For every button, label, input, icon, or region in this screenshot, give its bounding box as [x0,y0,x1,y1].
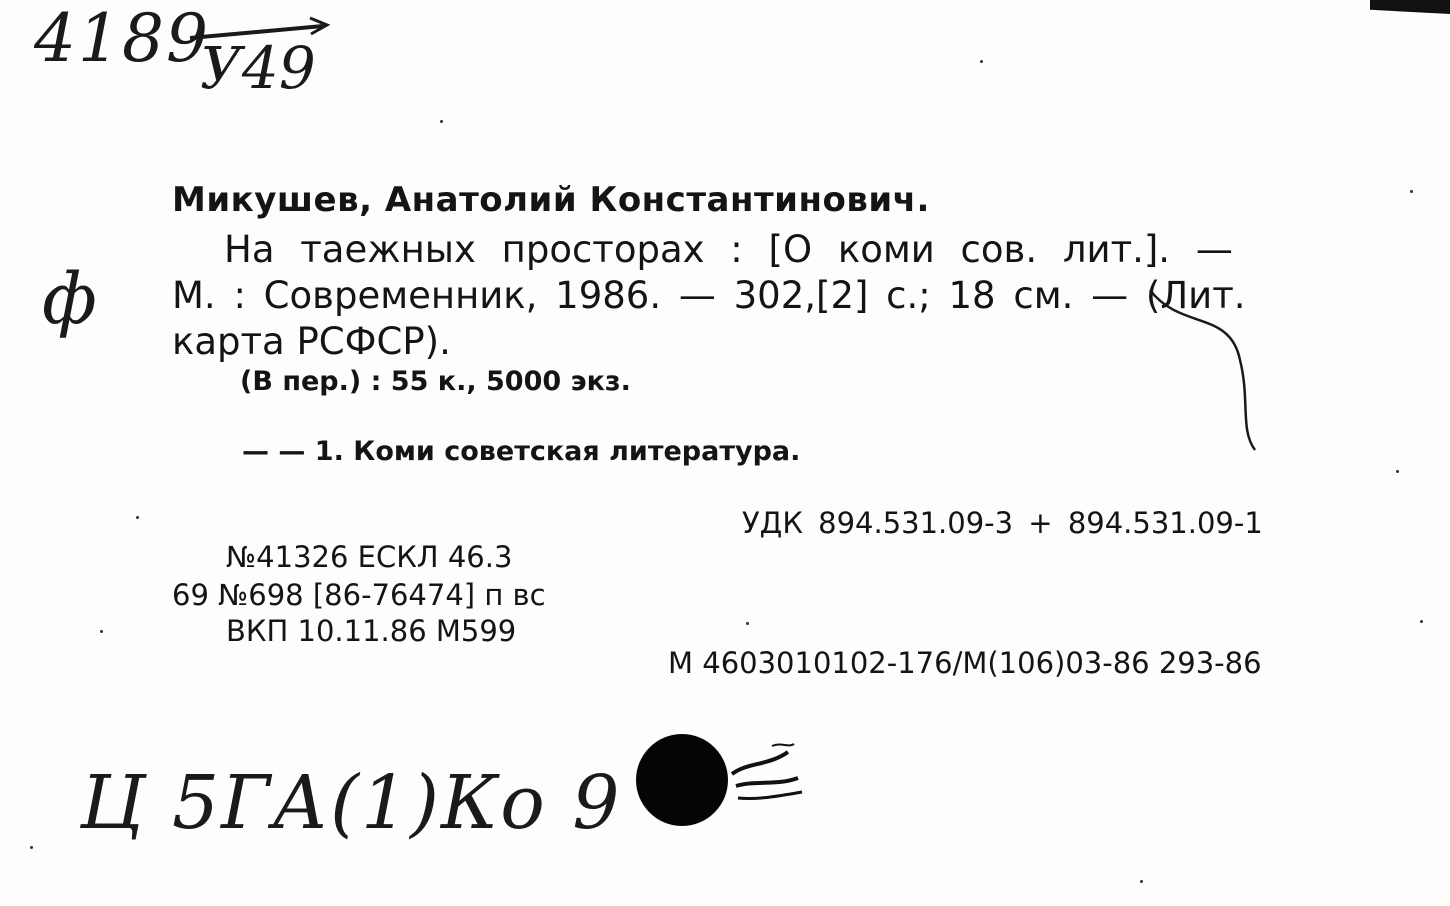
scan-speck [30,846,33,849]
pen-stroke [1140,270,1270,460]
scan-speck [136,516,139,519]
index-code: М 4603010102-176/М(106)03-86 293-86 [668,646,1262,680]
handwritten-number: 4189 [34,0,210,77]
catalog-line-2: 69 №698 [86-76474] п вс [172,578,546,612]
scan-speck [980,60,983,63]
scan-speck [1410,190,1413,193]
binding-price: (В пер.) : 55 к., 5000 экз. [240,366,631,397]
scan-speck [1140,880,1143,883]
catalog-line-3: ВКП 10.11.86 М599 [226,614,517,648]
title-line-2: М. : Современник, 1986. — 302,[2] с.; 18 см. — (Лит. [172,274,1246,317]
title-line-1: На таежных просторах : [О коми сов. лит.]. — [224,228,1233,271]
scan-speck [440,120,443,123]
handwritten-code: У49 [200,34,316,102]
scan-speck [1420,620,1423,623]
udk-code: УДК 894.531.09-3 + 894.531.09-1 [742,506,1263,540]
handwritten-margin-mark: ф [42,258,97,340]
punch-smudge [728,742,808,812]
catalog-line-1: №41326 ЕСКЛ 46.3 [226,540,513,574]
scan-edge [1370,0,1450,14]
author-heading: Микушев, Анатолий Константинович. [172,180,930,220]
subject-heading: — — 1. Коми советская литература. [242,436,801,467]
punch-hole [636,734,728,826]
handwritten-shelfmark: Ц 5ГА(1)Ко 9 [80,760,622,846]
scan-speck [100,630,103,633]
scan-speck [1396,470,1399,473]
title-line-3: карта РСФСР). [172,320,451,363]
scan-speck [746,622,749,625]
